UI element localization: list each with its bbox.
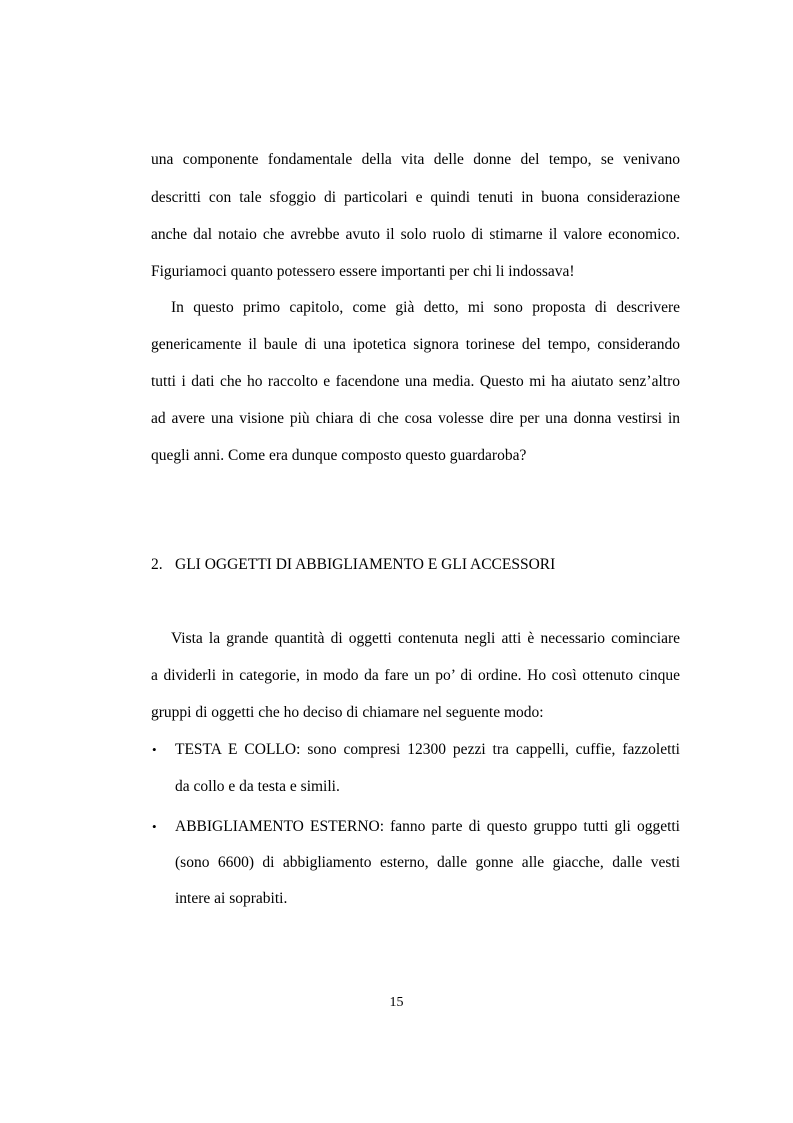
page-number: 15 [389, 995, 404, 1010]
text-line: TESTA E COLLO: sono compresi 12300 pezzi tra cappelli, cuffie, fazzoletti [175, 741, 680, 758]
text-line: ABBIGLIAMENTO ESTERNO: fanno parte di questo gruppo tutti gli oggetti [175, 818, 680, 835]
text-line: a dividerli in categorie, in modo da fare un po’ di ordine. Ho così ottenuto cinque [151, 667, 680, 684]
text-line: gruppi di oggetti che ho deciso di chiamare nel seguente modo: [151, 704, 544, 721]
text-line: genericamente il baule di una ipotetica signora torinese del tempo, considerando [151, 336, 680, 353]
text-line: tutti i dati che ho raccolto e facendone una media. Questo mi ha aiutato senz’altro [151, 373, 680, 390]
section-title: GLI OGGETTI DI ABBIGLIAMENTO E GLI ACCESSORI [175, 556, 556, 573]
text-line: da collo e da testa e simili. [175, 778, 340, 795]
text-line: (sono 6600) di abbigliamento esterno, dalle gonne alle giacche, dalle vesti [175, 854, 680, 871]
text-line: descritti con tale sfoggio di particolari e quindi tenuti in buona considerazione [151, 189, 680, 206]
text-line: Figuriamoci quanto potessero essere importanti per chi li indossava! [151, 263, 575, 280]
text-line: In questo primo capitolo, come già detto, mi sono proposta di descrivere [171, 299, 680, 316]
text-line: intere ai soprabiti. [175, 890, 288, 907]
bullet-icon: • [152, 819, 157, 834]
section-heading [151, 556, 555, 574]
text-line: Vista la grande quantità di oggetti contenuta negli atti è necessario cominciare [171, 630, 680, 647]
bullet-icon: • [152, 742, 157, 757]
text-line: ad avere una visione più chiara di che cosa volesse dire per una donna vestirsi in [151, 410, 680, 427]
section-number: 2. [151, 556, 163, 573]
text-line: quegli anni. Come era dunque composto questo guardaroba? [151, 447, 527, 464]
text-line: una componente fondamentale della vita delle donne del tempo, se venivano [151, 151, 680, 168]
text-line: anche dal notaio che avrebbe avuto il solo ruolo di stimarne il valore economico. [151, 226, 680, 243]
